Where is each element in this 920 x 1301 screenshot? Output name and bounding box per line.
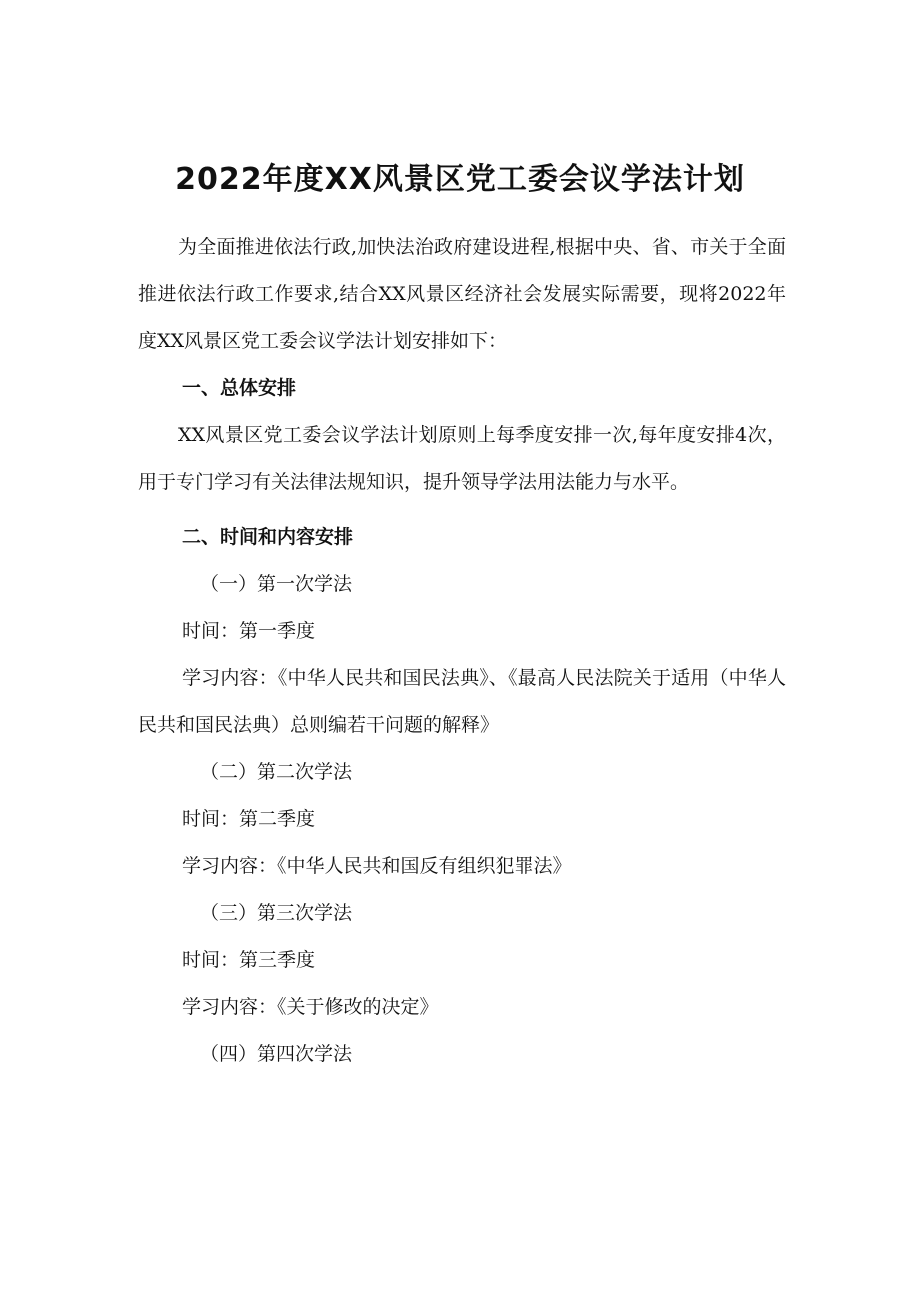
item-3-label: （三）第三次学法 [200, 902, 353, 924]
section-1-heading: 一、总体安排 [182, 377, 297, 399]
item-1-content: 学习内容：《中华人民共和国民法典》、《最高人民法院关于适用（中华人民共和国民法典）总则编若干问题的解释》 [138, 667, 786, 736]
section-1-text: XX风景区党工委会议学法计划原则上每季度安排一次,每年度安排4次，用于专门学习有关法律法规知识，提升领导学法用法能力与水平。 [138, 424, 786, 493]
item-1-label: （一）第一次学法 [200, 573, 353, 595]
section-2-heading: 二、时间和内容安排 [182, 526, 354, 548]
item-3-content: 学习内容：《关于修改的决定》 [182, 996, 439, 1018]
item-2-time: 时间：第二季度 [182, 808, 316, 830]
document-body [138, 224, 786, 1078]
item-2-content: 学习内容：《中华人民共和国反有组织犯罪法》 [182, 855, 572, 877]
item-3-time: 时间：第三季度 [182, 949, 316, 971]
item-4-label: （四）第四次学法 [200, 1043, 353, 1065]
item-2-label: （二）第二次学法 [200, 761, 353, 783]
document-title: 2022年度XX风景区党工委会议学法计划 [175, 162, 745, 197]
intro-paragraph: 为全面推进依法行政,加快法治政府建设进程,根据中央、省、市关于全面推进依法行政工作要求,结合XX风景区经济社会发展实际需要，现将2022年度XX风景区党工委会议学法计划安排如下： [138, 236, 786, 352]
item-1-time: 时间：第一季度 [182, 620, 316, 642]
